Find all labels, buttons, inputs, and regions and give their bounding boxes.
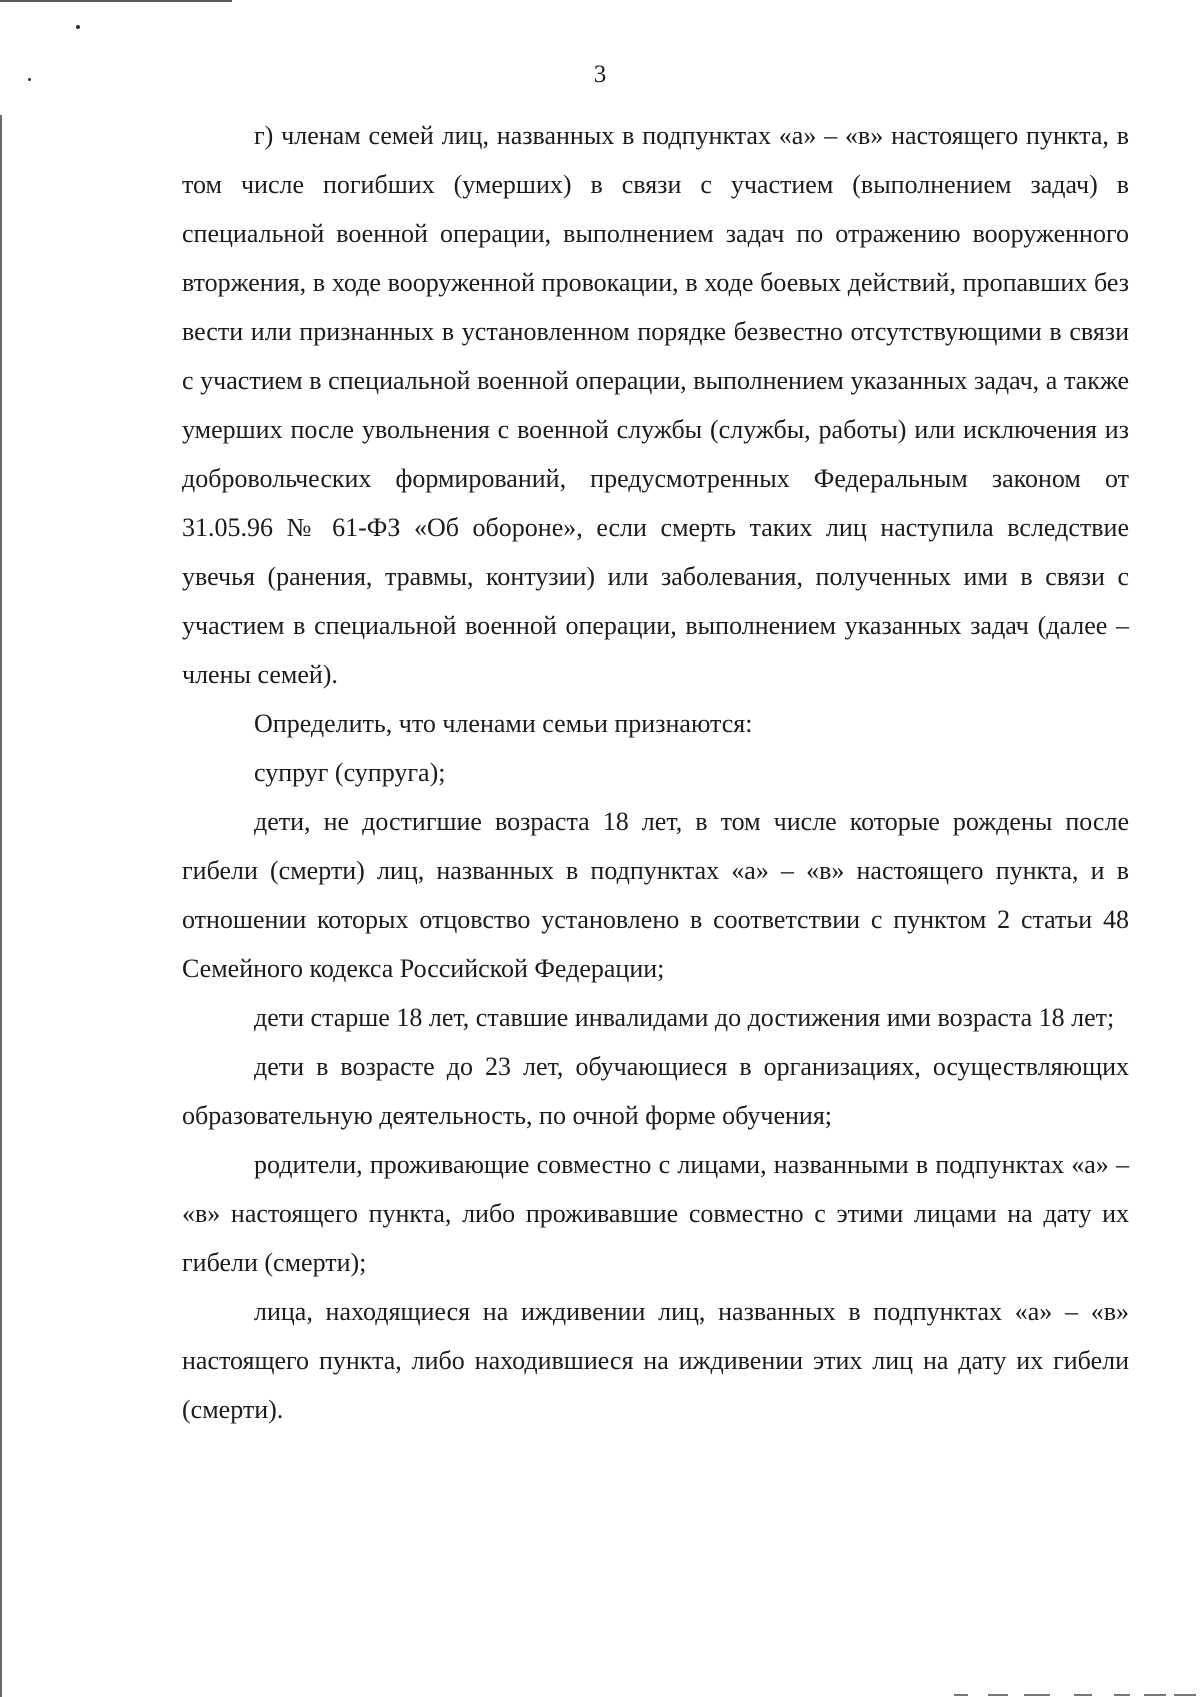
paragraph-children-over-18-disabled: дети старше 18 лет, ставшие инвалидами до достижения ими возраста 18 лет; xyxy=(254,1003,1115,1032)
scan-edge-top xyxy=(0,0,232,2)
paragraph-parents: родители, проживающие совместно с лицами, названными в подпунктах «а» – «в» настоящего пункта, либо проживавшие совместно с этими лицами на дату их гибели (смерти); xyxy=(182,1150,1129,1277)
scan-edge-left xyxy=(0,115,2,1697)
scan-speck xyxy=(76,25,80,29)
document-body xyxy=(182,111,1129,1434)
paragraph-family-recognized-intro: Определить, что членами семьи признаются: xyxy=(254,709,753,738)
page-number: 3 xyxy=(593,61,607,88)
paragraph-children-under-18: дети, не достигшие возраста 18 лет, в том числе которые рождены после гибели (смерти) лиц, названных в подпунктах «а» – «в» настоящего пункта, и в отношении которых отцовство установлено в соответствии с пунктом 2 статьи 48 Семейного кодекса Российской Федерации; xyxy=(182,807,1129,983)
scan-footer-marks xyxy=(940,1691,1200,1697)
paragraph-family-members-definition: г) членам семей лиц, названных в подпунктах «а» – «в» настоящего пункта, в том числе погибших (умерших) в связи с участием (выполнением задач) в специальной военной операции, выполнением задач по отражению вооруженного вторжения, в ходе вооруженной провокации, в ходе боевых действий, пропавших без вести или признанных в установленном порядке безвестно отсутствующими в связи с участием в специальной военной операции, выполнением указанных задач, а также умерших после увольнения с военной службы (службы, работы) или исключения из добровольческих формирований, предусмотренных Федеральным законом от 31.05.96 № 61-ФЗ «Об обороне», если смерть таких лиц наступила вследствие увечья (ранения, травмы, контузии) или заболевания, полученных ими в связи с участием в специальной военной операции, выполнением указанных задач (далее – члены семей). xyxy=(182,121,1129,689)
paragraph-dependents: лица, находящиеся на иждивении лиц, названных в подпунктах «а» – «в» настоящего пункта, либо находившиеся на иждивении этих лиц на дату их гибели (смерти). xyxy=(182,1297,1129,1424)
paragraph-spouse: супруг (супруга); xyxy=(254,758,446,787)
paragraph-children-under-23-students: дети в возрасте до 23 лет, обучающиеся в организациях, осуществляющих образовательную деятельность, по очной форме обучения; xyxy=(182,1052,1129,1130)
